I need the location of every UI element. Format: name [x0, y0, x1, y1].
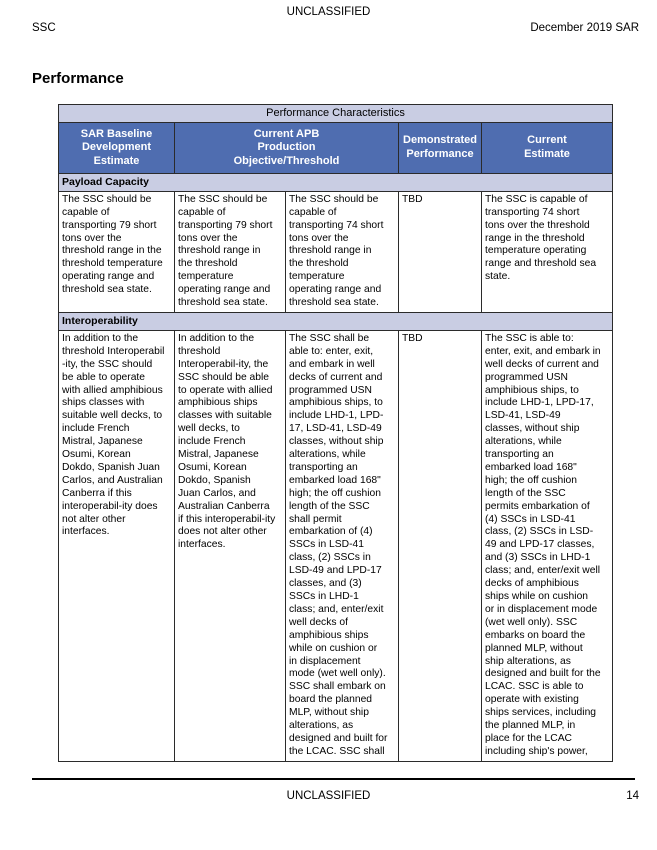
cell-current-estimate: The SSC is capable of transporting 74 short tons over the threshold range in the threshold temperature operating range and threshold sea state.: [482, 191, 613, 312]
group-title-interoperability: Interoperability: [59, 312, 613, 330]
cell-sar-baseline: In addition to the threshold Interoperabil -ity, the SSC should be able to operate with allied amphibious ships classes with suitable well decks, to include French Mistral, Japanese Osumi, Korean Dokdo, Spanish Juan Carlos, and Australian Canberra if this interoperabil-ity does not alter other interfaces.: [59, 330, 175, 761]
column-header-sar-baseline: SAR Baseline Development Estimate: [59, 122, 175, 173]
footer-classification: UNCLASSIFIED: [286, 790, 371, 802]
column-header-current-estimate: Current Estimate: [482, 122, 613, 173]
cell-apb-threshold: The SSC should be capable of transporting 74 short tons over the threshold range in the threshold temperature operating range and threshold sea state.: [286, 191, 399, 312]
table-title: Performance Characteristics: [59, 105, 613, 123]
header-classification: UNCLASSIFIED: [286, 6, 371, 18]
section-title: Performance: [32, 70, 124, 87]
column-header-current-apb: Current APB Production Objective/Threshold: [175, 122, 399, 173]
table-title-row: [59, 105, 613, 123]
group-row-interoperability: [59, 312, 613, 330]
cell-demonstrated: TBD: [399, 191, 482, 312]
group-title-payload-capacity: Payload Capacity: [59, 173, 613, 191]
table-row: [59, 191, 613, 312]
footer-divider: [32, 778, 635, 780]
table-row: [59, 330, 613, 761]
cell-demonstrated: TBD: [399, 330, 482, 761]
group-row-payload: [59, 173, 613, 191]
cell-sar-baseline: The SSC should be capable of transporting 79 short tons over the threshold range in the threshold temperature operating range and threshold sea state.: [59, 191, 175, 312]
cell-apb-objective: In addition to the threshold Interoperabil-ity, the SSC should be able to operate with allied amphibious ships classes with suitable well decks, to include French Mistral, Japanese Osumi, Korean Dokdo, Spanish Juan Carlos, and Australian Canberra if this interoperabil-ity does not alter other interfaces.: [175, 330, 286, 761]
page-number: 14: [626, 790, 639, 802]
performance-table-container: [58, 104, 612, 762]
column-header-demonstrated: Demonstrated Performance: [399, 122, 482, 173]
cell-current-estimate: The SSC is able to: enter, exit, and embark in well decks of current and programmed USN amphibious ships, to include LHD-1, LPD-17, LSD-41, LSD-49 classes, without ship alterations, while transporting an embarked load 168" high; the off cushion length of the SSC permits embarkation of (4) SSCs in LSD-41 class, (2) SSCs in LSD- 49 and LPD-17 classes, and (3) SSCs in LHD-1 class; and, enter/exit well decks of amphibious ships while on cushion or in displacement mode (wet well only). SSC embarks on board the planned MLP, without ship alterations, as designed and built for the LCAC. SSC is able to operate with existing ships services, including the planned MLP, in place for the LCAC including ship's power,: [482, 330, 613, 761]
performance-table: [58, 104, 613, 762]
column-header-row: [59, 122, 613, 173]
header-program: SSC: [32, 22, 56, 34]
cell-apb-objective: The SSC should be capable of transporting 79 short tons over the threshold range in the threshold temperature operating range and threshold sea state.: [175, 191, 286, 312]
header-report-date: December 2019 SAR: [530, 22, 639, 34]
cell-apb-threshold: The SSC shall be able to: enter, exit, and embark in well decks of current and programmed USN amphibious ships, to include LHD-1, LPD- 17, LSD-41, LSD-49 classes, without ship alterations, while transporting an embarked load 168" high; the off cushion length of the SSC shall permit embarkation of (4) SSCs in LSD-41 class, (2) SSCs in LSD-49 and LPD-17 classes, and (3) SSCs in LHD-1 class; and, enter/exit well decks of amphibious ships while on cushion or in displacement mode (wet well only). SSC shall embark on board the planned MLP, without ship alterations, as designed and built for the LCAC. SSC shall: [286, 330, 399, 761]
